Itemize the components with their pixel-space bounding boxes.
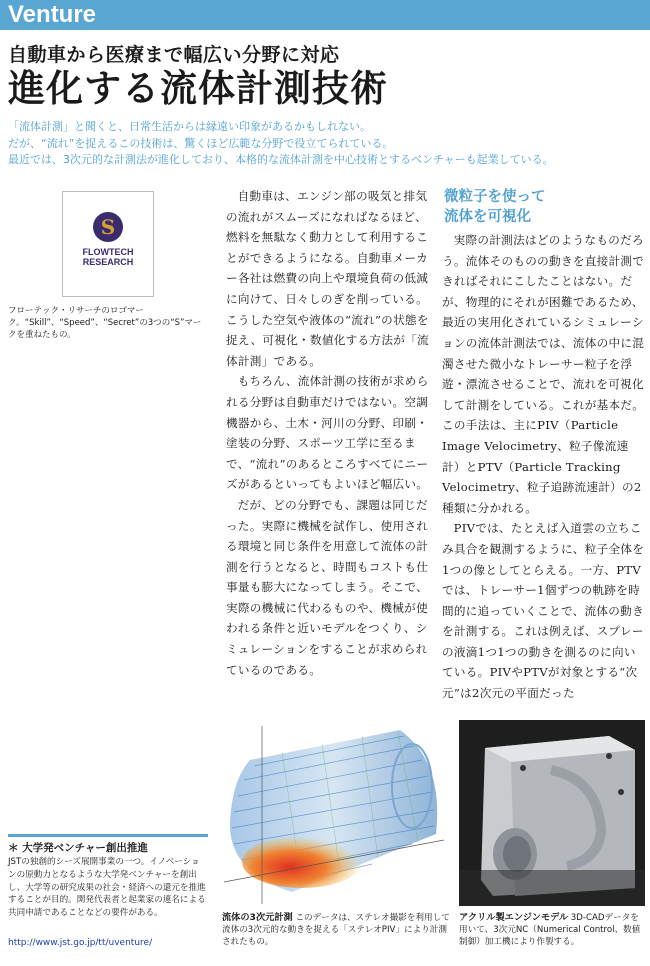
logo-name-line: FLOWTECH [82, 247, 134, 257]
article-column-2 [442, 230, 646, 704]
figure-2-text: 3D-CADデータを用いて、3次元NC（Numerical Control、数値制御）加工機により作製する。 [459, 913, 641, 947]
lead-line: 「流体計測」と聞くと、日常生活からは縁遠い印象があるかもしれない。 [8, 120, 371, 133]
flow-visualization-graphic [222, 722, 452, 906]
figure-1-title: 流体の3次元計測 [222, 912, 293, 923]
sidebar-body: JSTの独創的シーズ展開事業の一つ。イノベーションの原動力となるような大学発ベンチャーを創出し、大学等の研究成果の社会・経済への還元を推進することが目的。開発代表者と起業家の連名による共同申請であることなどの要件がある。 [8, 857, 206, 919]
sidebar-title: ＊ 大学発ベンチャー創出推進 [8, 842, 148, 854]
logo-name-line: RESEARCH [82, 257, 134, 267]
sidebar-divider [8, 834, 208, 837]
subhead-line: 微粒子を使って [444, 189, 546, 205]
paragraph: もちろん、流体計測の技術が求められる分野は自動車だけではない。空調機器から、土木・河川の分野、印刷・塗装の分野、スポーツ工学に至るまで、“流れ”のあるところすべてにニーズがあるといってもよいほど幅広い。 [226, 374, 429, 492]
section-header-bar [0, 0, 650, 30]
lead-line: 最近では、3次元的な計測法が進化しており、本格的な流体計測を中心技術とするベンチャーも起業している。 [8, 153, 554, 166]
lead-line: だが、“流れ”を捉えるこの技術は、驚くほど広範な分野で役立てられている。 [8, 136, 394, 150]
paragraph: だが、どの分野でも、課題は同じだった。実際に機械を試作し、使用される環境と同じ条件を用意して流体の計測を行うとなると、時間もコストも仕事量も膨大になってしまう。そこで、実際の機械に代わるものや、機械が使われる条件と近いモデルをつくり、シミュレーションをすることが求められているのである。 [226, 497, 429, 677]
article-subhead [444, 187, 546, 227]
paragraph: PIVでは、たとえば入道雲の立ちこみ具合を観測するように、粒子全体を1つの像としてとらえる。一方、PTVでは、トレーサー1個ずつの軌跡を時間的に追っていくことで、流体の動きを計測する。これは例えば、スプレーの液滴1つ1つの動きを測るのに向いている。PIVやPTVが対象とする“次元”は2次元の平面だった [442, 521, 645, 701]
logo-s-glyph: S [100, 215, 116, 239]
figure-1-text: このデータは、ステレオ撮影を利用して流体の3次元的な動きを捉える「ステレオPIV」により計測されたもの。 [222, 913, 450, 947]
logo-wordmark [63, 247, 153, 267]
article-column-1 [226, 186, 434, 680]
flow-3d-measurement-image [222, 722, 452, 906]
figure-1-caption [222, 912, 450, 948]
figure-2-caption [459, 912, 647, 948]
paragraph: 実際の計測法はどのようなものだろう。流体そのものの動きを直接計測できればそれにこしたことはない。だが、物理的にそれが困難であるため、最近の実用化されているシミュレーションの流体計測法では、流体の中に混濁させた微小なトレーサー粒子を浮遊・漂流させることで、流れを可視化して計測をしている。これが基本だ。この手法は、主にPIV（Particle Image Velocimetry、粒子像流速計）とPTV（Particle Tracking Velocimetry、粒子追跡流速計）の2種類に分かれる。 [442, 233, 645, 515]
acrylic-engine-model-photo [459, 720, 645, 906]
article-headline: 進化する流体計測技術 [8, 67, 388, 110]
section-brand: Venture [8, 1, 97, 28]
subhead-line: 流体を可視化 [444, 209, 531, 225]
figure-2-title: アクリル製エンジンモデル [459, 912, 569, 923]
engine-model-graphic [459, 720, 645, 906]
paragraph: 自動車は、エンジン部の吸気と排気の流れがスムーズになればなるほど、燃料を無駄なく動力として利用することができるようになる。自動車メーカー各社は燃費の向上や環境負荷の低減に向けて、日々しのぎを削っている。こうした空気や液体の“流れ”の状態を捉え、可視化・数値化する方法が「流体計測」である。 [226, 189, 429, 368]
logo-caption: フローテック・リサーチのロゴマーク。“Skill”、“Speed”、“Secret”の3つの“S”マークを重ねたもの。 [8, 306, 202, 340]
company-logo [62, 191, 154, 297]
sidebar-link[interactable]: http://www.jst.go.jp/tt/uventure/ [8, 938, 153, 948]
article-kicker: 自動車から医療まで幅広い分野に対応 [8, 44, 340, 66]
logo-mark [93, 212, 123, 242]
article-lead [8, 119, 638, 169]
